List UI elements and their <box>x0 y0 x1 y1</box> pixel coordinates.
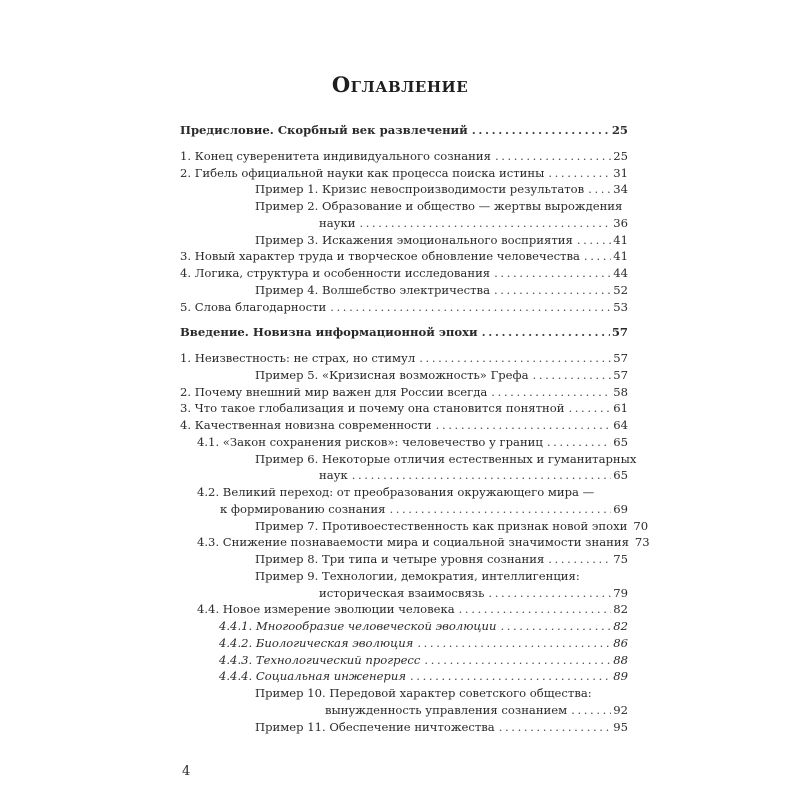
toc-entry-title: 3. Что такое глобализация и почему она становится понятной <box>180 401 565 416</box>
toc-entry <box>180 551 628 568</box>
toc-entry-page: 57 <box>613 367 628 382</box>
dot-leader <box>584 248 611 265</box>
toc-entry <box>180 451 637 485</box>
toc-entry-page: 53 <box>613 299 628 314</box>
toc-entry-line <box>180 618 628 635</box>
toc-entry <box>180 265 628 282</box>
toc-entry-line <box>180 324 628 341</box>
dot-leader <box>491 384 611 401</box>
toc-entry-line <box>180 417 628 434</box>
toc-entry <box>180 601 628 618</box>
toc-entry-line <box>180 248 628 265</box>
toc-entry-title: 4.4.2. Биологическая эволюция <box>219 635 414 650</box>
dot-leader <box>548 165 611 182</box>
toc-entry-line <box>180 350 628 367</box>
toc-entry-title: Пример 9. Технологии, демократия, интеллигенция: <box>255 568 580 583</box>
toc-entry-title: 4.4. Новое измерение эволюции человека <box>197 602 455 617</box>
toc-entry-line-wrapped <box>180 451 637 468</box>
toc-entry-title: 4.4.4. Социальная инженерия <box>219 669 407 684</box>
page-title: Оглавление <box>331 72 469 97</box>
toc-entry-line <box>180 518 649 535</box>
toc-entry-line <box>180 551 628 568</box>
toc-entry-page: 44 <box>613 266 628 280</box>
toc-entry-page: 65 <box>613 468 628 483</box>
toc-entry <box>180 568 628 602</box>
toc-entry-page: 82 <box>613 619 628 633</box>
toc-entry-title: Пример 5. «Кризисная возможность» Грефа <box>255 367 529 382</box>
toc-entry-line <box>180 702 628 719</box>
toc-entry-page: 65 <box>613 434 628 449</box>
toc-entry <box>180 299 628 316</box>
toc-entry <box>180 417 628 434</box>
toc-entry <box>180 384 628 401</box>
toc-entry-page: 86 <box>613 635 628 650</box>
toc-entry-page: 31 <box>613 165 628 180</box>
toc-entry-line-wrapped <box>180 484 628 501</box>
toc-entry <box>180 165 628 182</box>
toc-entry-title: 4.4.3. Технологический прогресс <box>219 652 421 667</box>
dot-leader <box>488 585 611 602</box>
toc-entry-page: 64 <box>613 418 628 432</box>
toc-entry-title: Предисловие. Скорбный век развлечений <box>180 123 468 137</box>
toc-entry-page: 73 <box>634 535 650 550</box>
dot-leader <box>494 282 611 299</box>
dot-leader <box>495 148 611 165</box>
toc-entry-page: 88 <box>613 652 628 667</box>
toc-entry-line <box>180 282 628 299</box>
toc-entry <box>180 248 628 265</box>
toc-entry-title: Пример 2. Образование и общество — жертвы вырождения <box>255 199 623 213</box>
dot-leader <box>571 702 611 719</box>
toc-entry <box>180 534 650 551</box>
toc-entry-line <box>180 384 628 401</box>
toc-entry-page: 57 <box>611 325 628 340</box>
toc-entry-page: 57 <box>613 351 628 365</box>
toc-entry-title: 2. Гибель официальной науки как процесса поиска истины <box>180 165 545 180</box>
toc-entry-title: 4.2. Великий переход: от преобразования окружающего мира — <box>197 485 595 499</box>
toc-entry-page: 36 <box>613 215 628 230</box>
toc-entry-line <box>180 299 628 316</box>
toc-entry <box>180 652 628 669</box>
dot-leader <box>499 719 612 736</box>
toc-entry-title: 4.3. Снижение познаваемости мира и социальной значимости знания <box>197 535 629 550</box>
toc-entry-line <box>180 181 628 198</box>
dot-leader <box>577 232 611 249</box>
toc-entry-title: Пример 8. Три типа и четыре уровня сознания <box>255 552 545 566</box>
toc-entry-page: 25 <box>611 123 628 137</box>
dot-leader <box>588 181 611 198</box>
dot-leader <box>568 400 611 417</box>
toc-entry <box>180 434 628 451</box>
toc-entry <box>180 181 628 198</box>
toc-entry-line <box>180 265 628 282</box>
toc-entry-line <box>180 635 628 652</box>
toc-entry-line <box>180 467 628 484</box>
toc-entry-line <box>180 585 628 602</box>
toc-entry <box>180 324 628 341</box>
toc-entry-title: 5. Слова благодарности <box>180 299 327 314</box>
toc-entry <box>180 282 628 299</box>
toc-entry <box>180 122 628 139</box>
toc-entry-page: 52 <box>613 282 628 297</box>
toc-entry-title: Пример 4. Волшебство электричества <box>255 282 490 297</box>
toc-entry-title: Пример 6. Некоторые отличия естественных и гуманитарных <box>255 451 637 466</box>
toc-entry <box>180 232 628 249</box>
toc-entry-line <box>180 719 628 736</box>
toc-entry-line <box>180 122 628 139</box>
dot-leader <box>472 122 610 139</box>
toc-entry-line <box>180 400 628 417</box>
toc-entry-title: к формированию сознания <box>220 501 386 516</box>
toc-entry-line <box>180 165 628 182</box>
dot-leader <box>424 652 611 669</box>
toc-entry <box>180 484 628 518</box>
dot-leader <box>494 265 611 282</box>
toc-entry-title: 4.1. «Закон сохранения рисков»: человечество у границ <box>197 434 543 449</box>
toc-entry-title: наук <box>319 468 348 483</box>
dot-leader <box>352 467 612 484</box>
toc-entry-line <box>180 652 628 669</box>
toc-entry-line <box>180 232 628 249</box>
toc-entry <box>180 668 628 685</box>
toc-entry-page: 58 <box>613 384 628 399</box>
toc-entry-page: 69 <box>613 501 628 516</box>
dot-leader <box>533 367 612 384</box>
toc-entry-title: вынужденность управления сознанием <box>325 702 568 717</box>
toc-entry-line <box>180 601 628 618</box>
toc-entry-title: Пример 10. Передовой характер советского общества: <box>255 686 592 700</box>
dot-leader <box>417 635 611 652</box>
toc-entry-title: Пример 1. Кризис невоспроизводимости результатов <box>255 182 585 197</box>
toc-entry-page: 89 <box>613 669 628 684</box>
page-number: 4 <box>182 764 191 779</box>
dot-leader <box>500 618 611 635</box>
toc-entry <box>180 518 649 535</box>
toc-entry <box>180 400 628 417</box>
toc-entry <box>180 367 628 384</box>
toc-entry <box>180 635 628 652</box>
dot-leader <box>330 299 611 316</box>
toc-entry-line <box>180 367 628 384</box>
toc-entry <box>180 685 628 719</box>
toc-entry-page: 25 <box>613 148 628 163</box>
toc-entry-title: Пример 3. Искажения эмоционального восприятия <box>255 232 573 247</box>
dot-leader <box>436 417 612 434</box>
toc-entry-title: 4. Качественная новизна современности <box>180 418 432 432</box>
toc-entry-line-wrapped <box>180 685 628 702</box>
toc-entry-line-wrapped <box>180 198 628 215</box>
toc-entry-line <box>180 434 628 451</box>
toc-entry <box>180 719 628 736</box>
toc-entry-line <box>180 534 650 551</box>
toc-entry-page: 70 <box>633 518 649 533</box>
dot-leader <box>547 434 611 451</box>
toc-entry-page: 41 <box>613 249 628 264</box>
dot-leader <box>459 601 612 618</box>
toc-entry-title: Пример 11. Обеспечение ничтожества <box>255 719 495 734</box>
toc-entry-page: 34 <box>613 182 628 197</box>
toc-entry-line <box>180 215 628 232</box>
toc-entry-page: 95 <box>613 719 628 734</box>
toc-entry-title: 1. Конец суверенитета индивидуального сознания <box>180 148 491 163</box>
toc-entry-page: 79 <box>613 585 628 600</box>
toc-entry-line <box>180 668 628 685</box>
dot-leader <box>359 215 611 232</box>
toc-entry-title: 3. Новый характер труда и творческое обновление человечества <box>180 249 580 264</box>
toc-entry-page: 41 <box>613 232 628 247</box>
dot-leader <box>389 501 611 518</box>
toc-entry-title: Пример 7. Противоестественность как признак новой эпохи <box>255 518 628 533</box>
toc-entry-title: науки <box>319 215 356 230</box>
toc-entry-title: 2. Почему внешний мир важен для России всегда <box>180 384 488 399</box>
toc-entry-page: 82 <box>613 602 628 617</box>
toc-entry-title: 4.4.1. Многообразие человеческой эволюции <box>219 619 497 633</box>
toc-entry-title: 1. Неизвестность: не страх, но стимул <box>180 351 416 365</box>
toc-entry-line <box>180 148 628 165</box>
table-of-contents <box>180 122 650 735</box>
toc-entry-line-wrapped <box>180 568 628 585</box>
toc-entry-title: 4. Логика, структура и особенности исследования <box>180 266 491 280</box>
toc-entry <box>180 618 628 635</box>
toc-entry <box>180 198 628 232</box>
toc-entry-line <box>180 501 628 518</box>
dot-leader <box>419 350 611 367</box>
toc-entry <box>180 148 628 165</box>
dot-leader <box>548 551 611 568</box>
toc-entry-page: 92 <box>613 702 628 717</box>
toc-entry-title: Введение. Новизна информационной эпохи <box>180 325 478 340</box>
toc-entry-title: историческая взаимосвязь <box>319 585 485 600</box>
toc-entry-page: 61 <box>613 401 628 416</box>
toc-entry <box>180 350 628 367</box>
dot-leader <box>482 324 610 341</box>
toc-entry-page: 75 <box>613 552 628 566</box>
dot-leader <box>410 668 611 685</box>
